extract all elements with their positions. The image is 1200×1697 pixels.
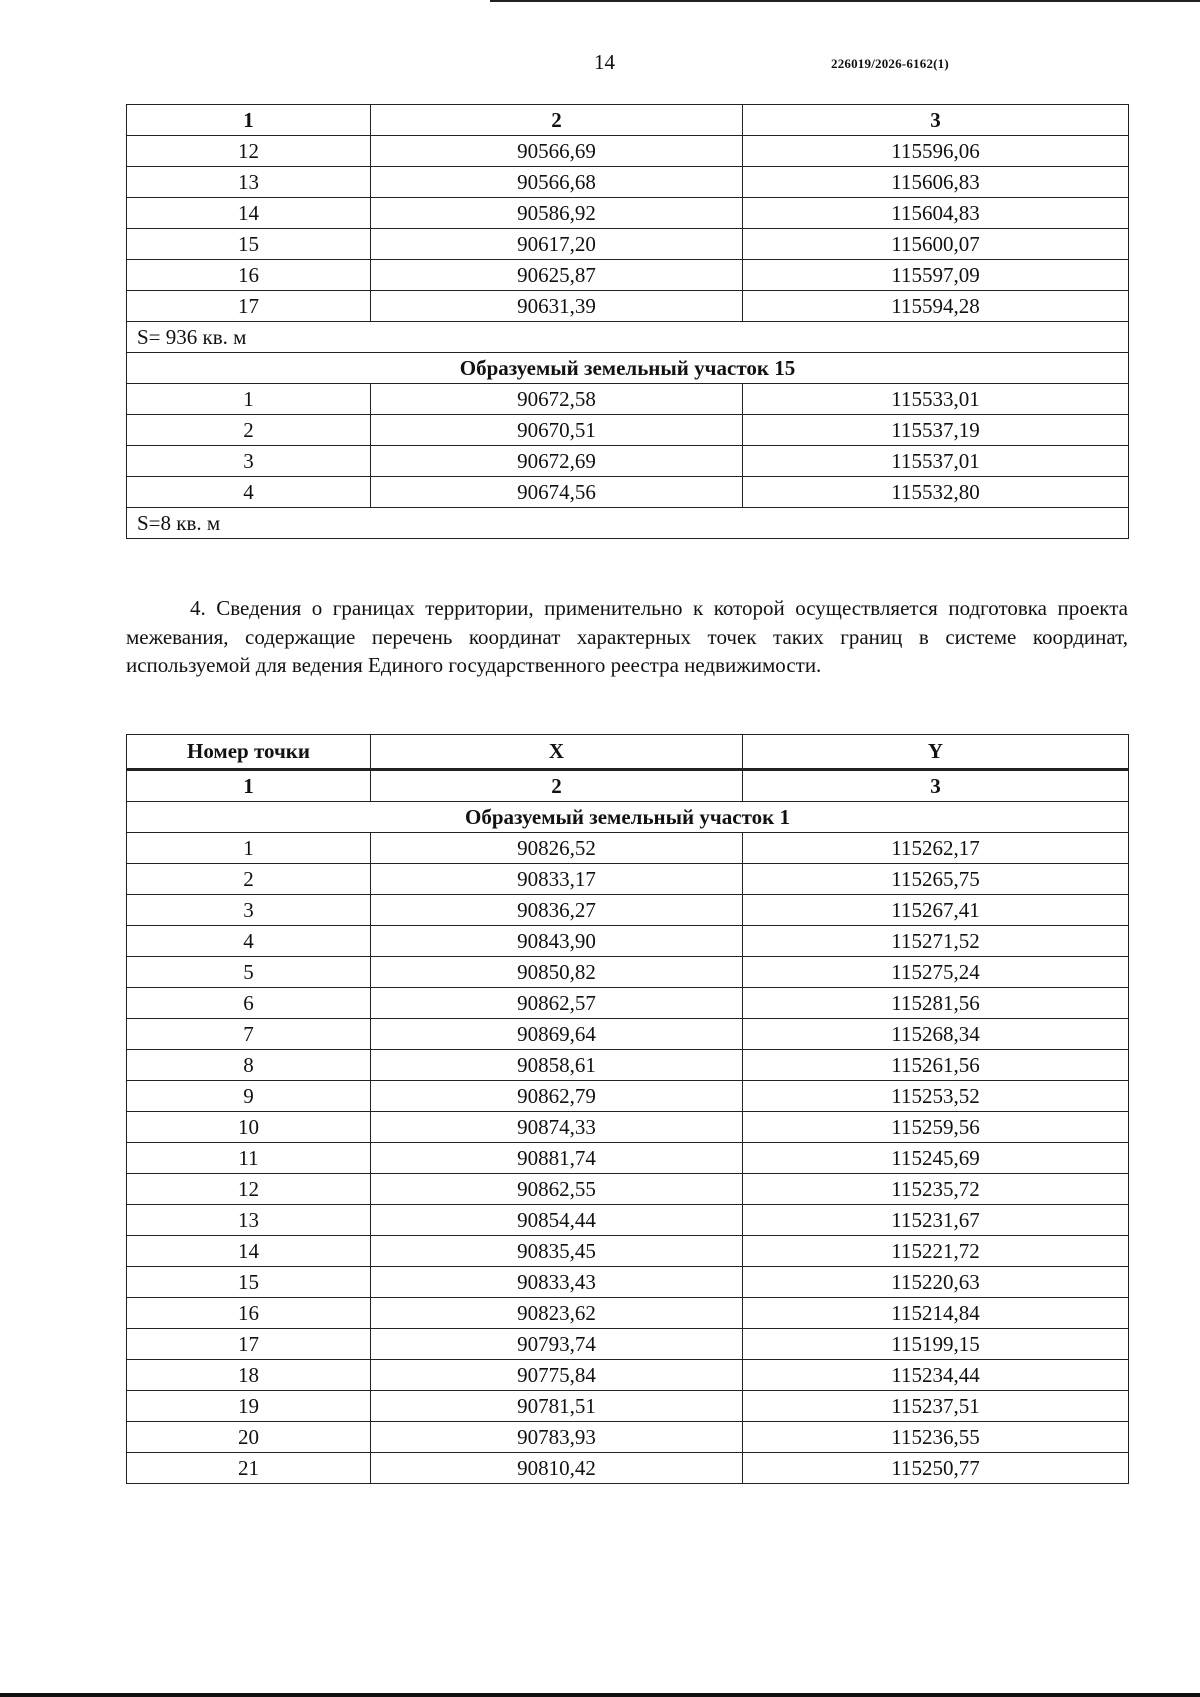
point-number: 14 [127,1236,371,1267]
x-coordinate: 90835,45 [371,1236,743,1267]
x-coordinate: 90781,51 [371,1391,743,1422]
point-number: 18 [127,1360,371,1391]
table-row [127,864,1129,895]
y-coordinate: 115281,56 [743,988,1129,1019]
point-number: 2 [127,864,371,895]
table-row [127,895,1129,926]
x-coordinate: 90566,69 [371,136,743,167]
x-coordinate: 90823,62 [371,1298,743,1329]
y-coordinate: 115234,44 [743,1360,1129,1391]
top-rule [490,0,1200,2]
x-coordinate: 90670,51 [371,415,743,446]
section-title: Образуемый земельный участок 15 [127,353,1129,384]
section-row [127,802,1129,833]
x-coordinate: 90854,44 [371,1205,743,1236]
table-row [127,1019,1129,1050]
column-number: 3 [743,105,1129,136]
area-row [127,322,1129,353]
y-coordinate: 115259,56 [743,1112,1129,1143]
point-number: 17 [127,1329,371,1360]
y-coordinate: 115537,19 [743,415,1129,446]
point-number: 9 [127,1081,371,1112]
point-number: 4 [127,926,371,957]
y-coordinate: 115604,83 [743,198,1129,229]
y-coordinate: 115600,07 [743,229,1129,260]
x-coordinate: 90793,74 [371,1329,743,1360]
column-name-y: Y [743,735,1129,770]
point-number: 3 [127,446,371,477]
y-coordinate: 115268,34 [743,1019,1129,1050]
y-coordinate: 115221,72 [743,1236,1129,1267]
table-row [127,1205,1129,1236]
table-row [127,1236,1129,1267]
column-number: 1 [127,105,371,136]
y-coordinate: 115253,52 [743,1081,1129,1112]
x-coordinate: 90775,84 [371,1360,743,1391]
point-number: 15 [127,1267,371,1298]
column-number: 2 [371,105,743,136]
point-number: 12 [127,136,371,167]
y-coordinate: 115231,67 [743,1205,1129,1236]
table-row [127,136,1129,167]
x-coordinate: 90833,17 [371,864,743,895]
area-value: S=8 кв. м [127,508,1129,539]
x-coordinate: 90874,33 [371,1112,743,1143]
x-coordinate: 90783,93 [371,1422,743,1453]
table-row [127,988,1129,1019]
point-number: 5 [127,957,371,988]
bottom-rule [0,1693,1200,1697]
point-number: 21 [127,1453,371,1484]
point-number: 12 [127,1174,371,1205]
column-name-point-number: Номер точки [127,735,371,770]
point-number: 1 [127,384,371,415]
point-number: 19 [127,1391,371,1422]
y-coordinate: 115237,51 [743,1391,1129,1422]
area-value: S= 936 кв. м [127,322,1129,353]
point-number: 14 [127,198,371,229]
y-coordinate: 115606,83 [743,167,1129,198]
table-row [127,1298,1129,1329]
point-number: 11 [127,1143,371,1174]
column-name-row [127,735,1129,770]
y-coordinate: 115533,01 [743,384,1129,415]
y-coordinate: 115537,01 [743,446,1129,477]
point-number: 4 [127,477,371,508]
y-coordinate: 115265,75 [743,864,1129,895]
x-coordinate: 90566,68 [371,167,743,198]
x-coordinate: 90672,69 [371,446,743,477]
point-number: 10 [127,1112,371,1143]
y-coordinate: 115236,55 [743,1422,1129,1453]
y-coordinate: 115199,15 [743,1329,1129,1360]
y-coordinate: 115594,28 [743,291,1129,322]
column-number: 3 [743,770,1129,802]
table-row [127,1143,1129,1174]
table-row [127,833,1129,864]
x-coordinate: 90843,90 [371,926,743,957]
y-coordinate: 115250,77 [743,1453,1129,1484]
x-coordinate: 90850,82 [371,957,743,988]
table-row [127,1453,1129,1484]
x-coordinate: 90625,87 [371,260,743,291]
table-row [127,167,1129,198]
y-coordinate: 115220,63 [743,1267,1129,1298]
table-row [127,1050,1129,1081]
x-coordinate: 90836,27 [371,895,743,926]
column-number-row [127,105,1129,136]
y-coordinate: 115271,52 [743,926,1129,957]
area-row [127,508,1129,539]
table-row [127,1267,1129,1298]
x-coordinate: 90862,79 [371,1081,743,1112]
x-coordinate: 90674,56 [371,477,743,508]
table-row [127,1112,1129,1143]
y-coordinate: 115262,17 [743,833,1129,864]
section-row [127,353,1129,384]
x-coordinate: 90881,74 [371,1143,743,1174]
table-row [127,229,1129,260]
point-number: 1 [127,833,371,864]
document-reference: 226019/2026-6162(1) [831,56,949,71]
column-number-row [127,770,1129,802]
y-coordinate: 115261,56 [743,1050,1129,1081]
table-row [127,926,1129,957]
x-coordinate: 90858,61 [371,1050,743,1081]
section-4-paragraph: 4. Сведения о границах территории, применительно к которой осуществляется подготовка проекта межевания, содержащие перечень координат характерных точек таких границ в системе координат, используемой для ведения Единого государственного реестра недвижимости. [126,596,1128,677]
point-number: 17 [127,291,371,322]
table-row [127,1329,1129,1360]
column-number: 1 [127,770,371,802]
boundary-coordinates-table [126,734,1129,1484]
x-coordinate: 90810,42 [371,1453,743,1484]
x-coordinate: 90862,55 [371,1174,743,1205]
table-row [127,198,1129,229]
table-row [127,1174,1129,1205]
point-number: 6 [127,988,371,1019]
table-row [127,260,1129,291]
table-row [127,1360,1129,1391]
section-title: Образуемый земельный участок 1 [127,802,1129,833]
x-coordinate: 90617,20 [371,229,743,260]
table-row [127,384,1129,415]
point-number: 13 [127,167,371,198]
table-row [127,291,1129,322]
column-name-x: X [371,735,743,770]
table-row [127,1391,1129,1422]
table-row [127,446,1129,477]
y-coordinate: 115597,09 [743,260,1129,291]
x-coordinate: 90833,43 [371,1267,743,1298]
coordinates-table-continued [126,104,1129,539]
x-coordinate: 90826,52 [371,833,743,864]
column-number: 2 [371,770,743,802]
x-coordinate: 90862,57 [371,988,743,1019]
y-coordinate: 115275,24 [743,957,1129,988]
table-row [127,1081,1129,1112]
x-coordinate: 90586,92 [371,198,743,229]
point-number: 3 [127,895,371,926]
point-number: 2 [127,415,371,446]
table-row [127,1422,1129,1453]
x-coordinate: 90672,58 [371,384,743,415]
y-coordinate: 115245,69 [743,1143,1129,1174]
point-number: 8 [127,1050,371,1081]
x-coordinate: 90631,39 [371,291,743,322]
point-number: 16 [127,260,371,291]
table-row [127,957,1129,988]
table-row [127,477,1129,508]
y-coordinate: 115235,72 [743,1174,1129,1205]
y-coordinate: 115532,80 [743,477,1129,508]
point-number: 13 [127,1205,371,1236]
x-coordinate: 90869,64 [371,1019,743,1050]
y-coordinate: 115214,84 [743,1298,1129,1329]
y-coordinate: 115267,41 [743,895,1129,926]
point-number: 7 [127,1019,371,1050]
table-row [127,415,1129,446]
page-number: 14 [594,50,615,74]
y-coordinate: 115596,06 [743,136,1129,167]
point-number: 16 [127,1298,371,1329]
point-number: 15 [127,229,371,260]
point-number: 20 [127,1422,371,1453]
